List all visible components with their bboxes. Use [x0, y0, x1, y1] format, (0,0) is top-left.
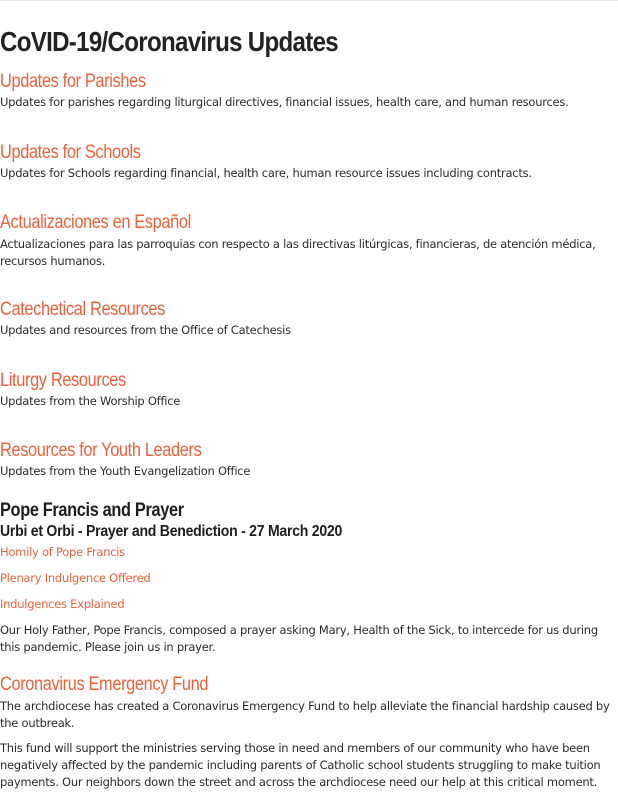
top-divider [0, 0, 618, 1]
updates-for-schools-link[interactable]: Updates for Schools [0, 142, 141, 163]
urbi-et-orbi-subheading: Urbi et Orbi - Prayer and Benediction - 27 March 2020 [0, 523, 343, 540]
liturgy-resources-description: Updates from the Worship Office [0, 394, 181, 408]
homily-link[interactable]: Homily of Pope Francis [0, 545, 125, 559]
catechetical-resources-description: Updates and resources from the Office of Catechesis [0, 323, 291, 337]
actualizaciones-description: Actualizaciones para las parroquias con respecto a las directivas litúrgicas, financieras, de atención médica, recursos humanos. [0, 237, 596, 268]
pope-prayer-paragraph: Our Holy Father, Pope Francis, composed a prayer asking Mary, Health of the Sick, to intercede for us during this pandemic. Please join us in prayer. [0, 623, 598, 654]
updates-for-parishes-link[interactable]: Updates for Parishes [0, 71, 146, 92]
emergency-fund-paragraph-2: This fund will support the ministries serving those in need and members of our community who have been negatively affected by the pandemic including parents of Catholic school students struggling to make tuition payments. Our neighbors down the street and across the archdiocese need our help at this critical moment. [0, 741, 601, 789]
actualizaciones-link[interactable]: Actualizaciones en Español [0, 212, 191, 233]
pope-francis-heading: Pope Francis and Prayer [0, 500, 184, 521]
emergency-fund-paragraph-1: The archdiocese has created a Coronavirus Emergency Fund to help alleviate the financial hardship caused by the outbreak. [0, 699, 610, 730]
liturgy-resources-link[interactable]: Liturgy Resources [0, 370, 126, 391]
youth-leaders-description: Updates from the Youth Evangelization Office [0, 464, 251, 478]
youth-leaders-link[interactable]: Resources for Youth Leaders [0, 440, 202, 461]
plenary-indulgence-link[interactable]: Plenary Indulgence Offered [0, 571, 151, 585]
page-title: CoVID-19/Coronavirus Updates [0, 26, 339, 57]
updates-for-schools-description: Updates for Schools regarding financial, health care, human resource issues including contracts. [0, 166, 532, 180]
emergency-fund-link[interactable]: Coronavirus Emergency Fund [0, 674, 209, 695]
indulgences-explained-link[interactable]: Indulgences Explained [0, 597, 125, 611]
catechetical-resources-link[interactable]: Catechetical Resources [0, 299, 165, 320]
updates-for-parishes-description: Updates for parishes regarding liturgical directives, financial issues, health care, and human resources. [0, 95, 569, 109]
